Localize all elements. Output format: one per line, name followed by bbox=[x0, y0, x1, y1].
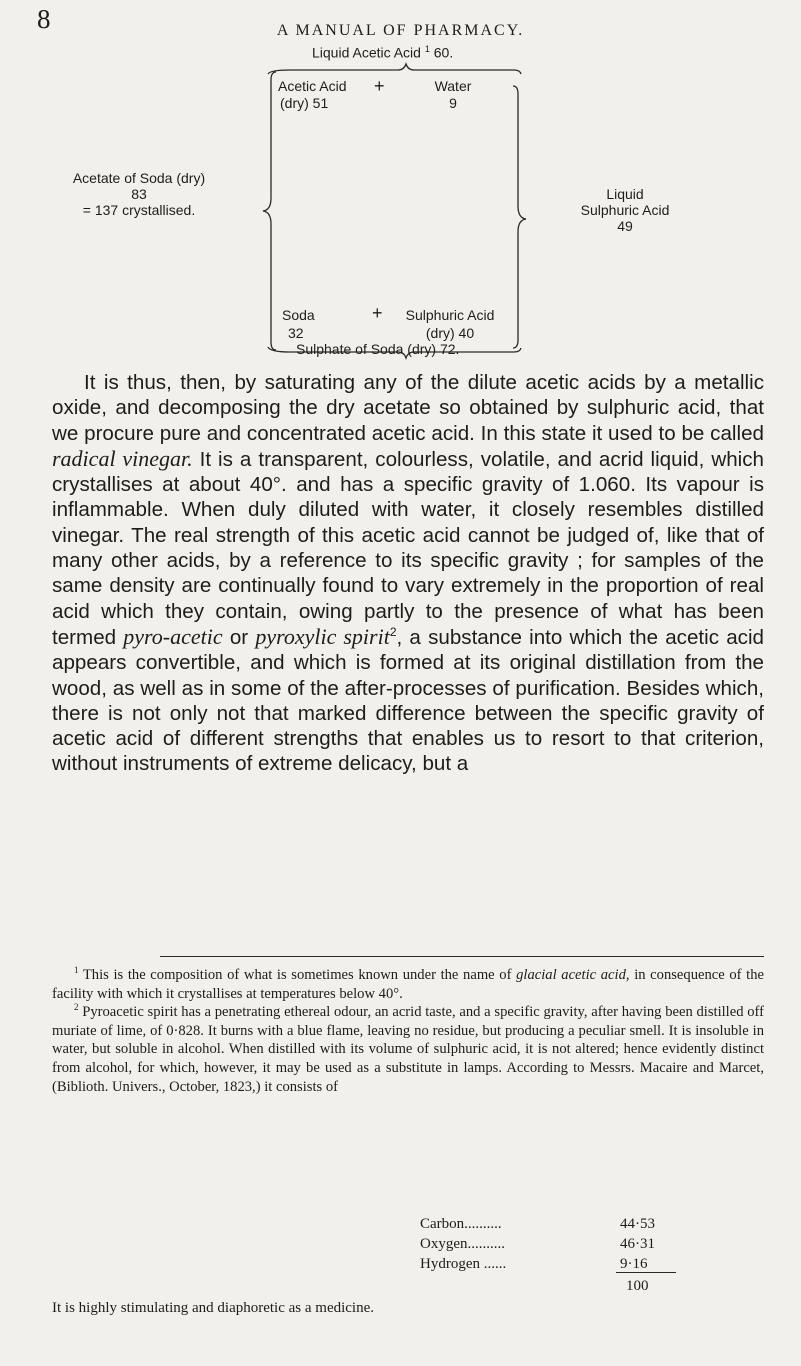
diagram-top-label: Liquid Acetic Acid $^1$ 60. bbox=[312, 44, 454, 61]
left-brace bbox=[263, 72, 276, 350]
table-row: Oxygen.......... 46·31 bbox=[420, 1236, 655, 1252]
footnote-2: $^2$ Pyroacetic spirit has a penetrating ethereal odour, an acrid taste, and a specific gravity, after having been distilled off muriate of lime, of 0·828. It burns with a blue flame, leaving no residue, but producing a peculiar smell. It is insoluble in water, but soluble in alcohol. When distilled with its volume of sulphuric acid, it is not altered; hence evidently distinct from alcohol, for which, however, it may be used as a substitute in lamps. According to Messrs. Macaire and Marcet, (Biblioth. Univers., October, 1823,) it consists of bbox=[52, 1002, 764, 1095]
radical-vinegar-term: radical vinegar. bbox=[52, 445, 193, 471]
composition-table bbox=[420, 1214, 680, 1274]
diagram-bottom-label: Sulphate of Soda (dry) 72. bbox=[296, 341, 460, 357]
water-label: Water 9 bbox=[434, 78, 472, 111]
footnote-ref-2: 2 bbox=[389, 625, 397, 640]
soda-label: Soda 32 bbox=[282, 307, 315, 341]
plus-sign-bottom: + bbox=[372, 303, 383, 323]
table-row: Carbon.......... 44·53 bbox=[420, 1216, 655, 1232]
right-brace bbox=[513, 86, 526, 348]
footnotes bbox=[52, 966, 764, 1096]
composition-total: 100 bbox=[626, 1278, 649, 1294]
diagram-left-label: Acetate of Soda (dry) 83 = 137 crystallised. bbox=[72, 170, 206, 218]
footnote-divider bbox=[160, 956, 764, 957]
top-brace bbox=[268, 64, 521, 74]
closing-sentence: It is highly stimulating and diaphoretic as a medicine. bbox=[52, 1300, 375, 1316]
running-title: A MANUAL OF PHARMACY. bbox=[276, 22, 525, 39]
page-number: 8 bbox=[37, 4, 51, 34]
body-paragraph bbox=[52, 370, 764, 777]
diagram-right-label: Liquid Sulphuric Acid 49 bbox=[580, 186, 670, 234]
acetic-acid-label: Acetic Acid (dry) 51 bbox=[278, 78, 347, 111]
composition-sum-rule bbox=[616, 1272, 676, 1273]
plus-sign-top: + bbox=[374, 76, 385, 96]
paragraph-text: It is thus, then, by saturating any of the dilute acetic acids by a metallic oxide, and decomposing the dry acetate so obtained by sulphuric acid, that we procure pure and concentrated acetic acid. In this state it used to be called radical vinegar. It is a transparent, colourless, volatile, and acrid liquid, which crystallises at about 40°. and has a specific gravity of 1.060. Its vapour is inflammable. When duly diluted with water, it closely resembles distilled vinegar. The real strength of this acetic acid cannot be judged of, like that of many other acids, by a reference to its specific gravity ; for samples of the same density are continually found to vary extremely in the proportion of real acid which they contain, owing partly to the presence of what has been termed pyro-acetic or pyroxylic spirit$^2$, a substance into which the acetic acid appears convertible, and which is formed at its original distillation from the wood, as well as in some of the after-processes of purification. Besides which, there is not only not that marked difference between the specific gravity of acetic acid of different strengths that enables us to resort to that criterion, without instruments of extreme delicacy, but a bbox=[52, 371, 764, 776]
footnote-1: $^1$ This is the composition of what is sometimes known under the name of glacial acetic acid, in consequence of the facility with which it crystallises at temperatures below 40°. bbox=[52, 965, 764, 1002]
table-row: Hydrogen ...... 9·16 bbox=[420, 1256, 648, 1272]
sulphuric-acid-label: Sulphuric Acid (dry) 40 bbox=[405, 307, 495, 341]
